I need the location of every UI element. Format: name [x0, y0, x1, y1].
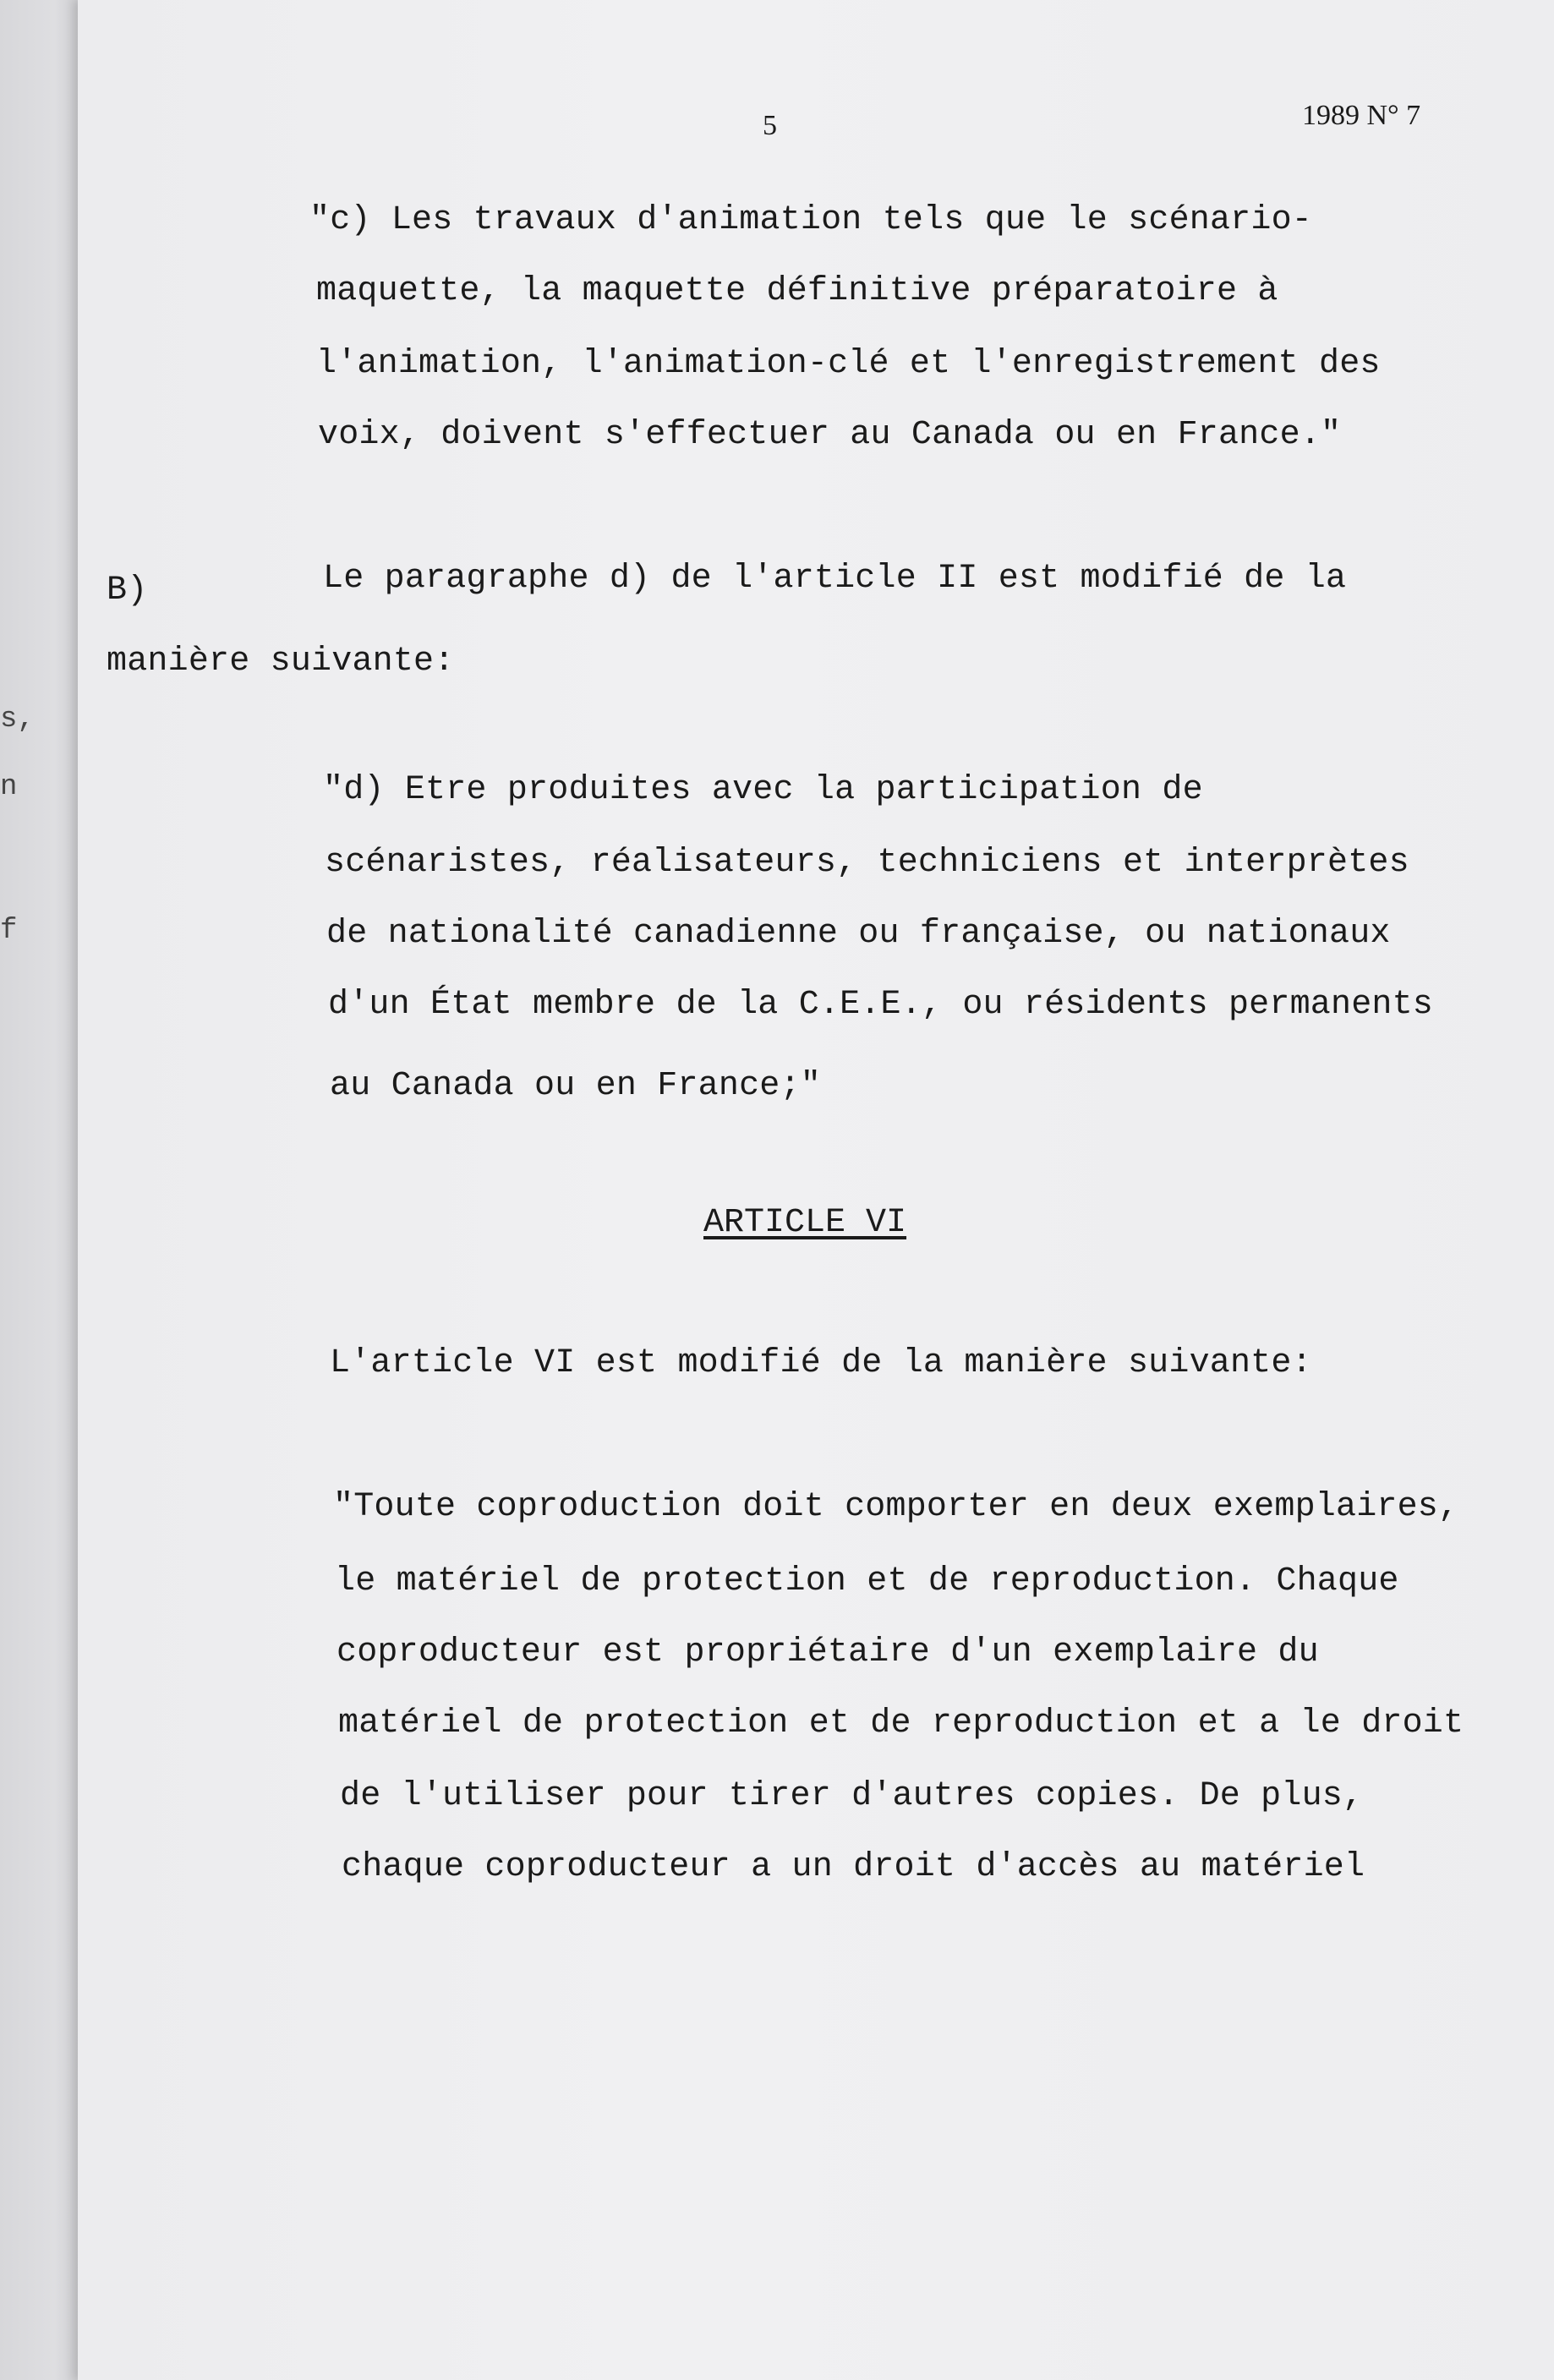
- text-line: l'animation, l'animation-clé et l'enregistrement des: [316, 345, 1381, 383]
- text-line: "Toute coproduction doit comporter en deux exemplaires,: [333, 1488, 1459, 1526]
- text-line: matériel de protection et de reproduction et a le droit: [338, 1704, 1464, 1743]
- text-line: Le paragraphe d) de l'article II est modifié de la: [323, 560, 1347, 598]
- text-line: de l'utiliser pour tirer d'autres copies. De plus,: [340, 1777, 1364, 1815]
- adjacent-page-fragment: f: [0, 915, 18, 947]
- document-page: [78, 0, 1554, 2380]
- paragraph-label: B): [107, 572, 148, 610]
- text-line: scénaristes, réalisateurs, techniciens et interprètes: [325, 844, 1409, 882]
- text-line: voix, doivent s'effectuer au Canada ou en France.": [318, 416, 1342, 454]
- text-line: "d) Etre produites avec la participation de: [323, 771, 1203, 809]
- section-heading: ARTICLE VI: [703, 1204, 907, 1242]
- text-line: le matériel de protection et de reproduction. Chaque: [335, 1562, 1399, 1600]
- text-line: maquette, la maquette définitive préparatoire à: [316, 272, 1278, 310]
- text-line: d'un État membre de la C.E.E., ou résidents permanents: [328, 986, 1434, 1024]
- page-number: 5: [763, 110, 777, 141]
- text-line: chaque coproducteur a un droit d'accès au matériel: [342, 1848, 1365, 1886]
- text-line: coproducteur est propriétaire d'un exemplaire du: [337, 1633, 1319, 1671]
- adjacent-page-fragment: n: [0, 771, 18, 803]
- adjacent-page-edge: [0, 0, 78, 2380]
- text-line: L'article VI est modifié de la manière suivante:: [330, 1344, 1312, 1382]
- document-reference: 1989 N° 7: [1302, 100, 1421, 131]
- text-line: "c) Les travaux d'animation tels que le scénario-: [309, 201, 1312, 239]
- adjacent-page-fragment: s,: [0, 703, 35, 736]
- text-line: au Canada ou en France;": [330, 1067, 821, 1105]
- text-line: manière suivante:: [107, 643, 455, 681]
- text-line: de nationalité canadienne ou française, ou nationaux: [326, 915, 1391, 953]
